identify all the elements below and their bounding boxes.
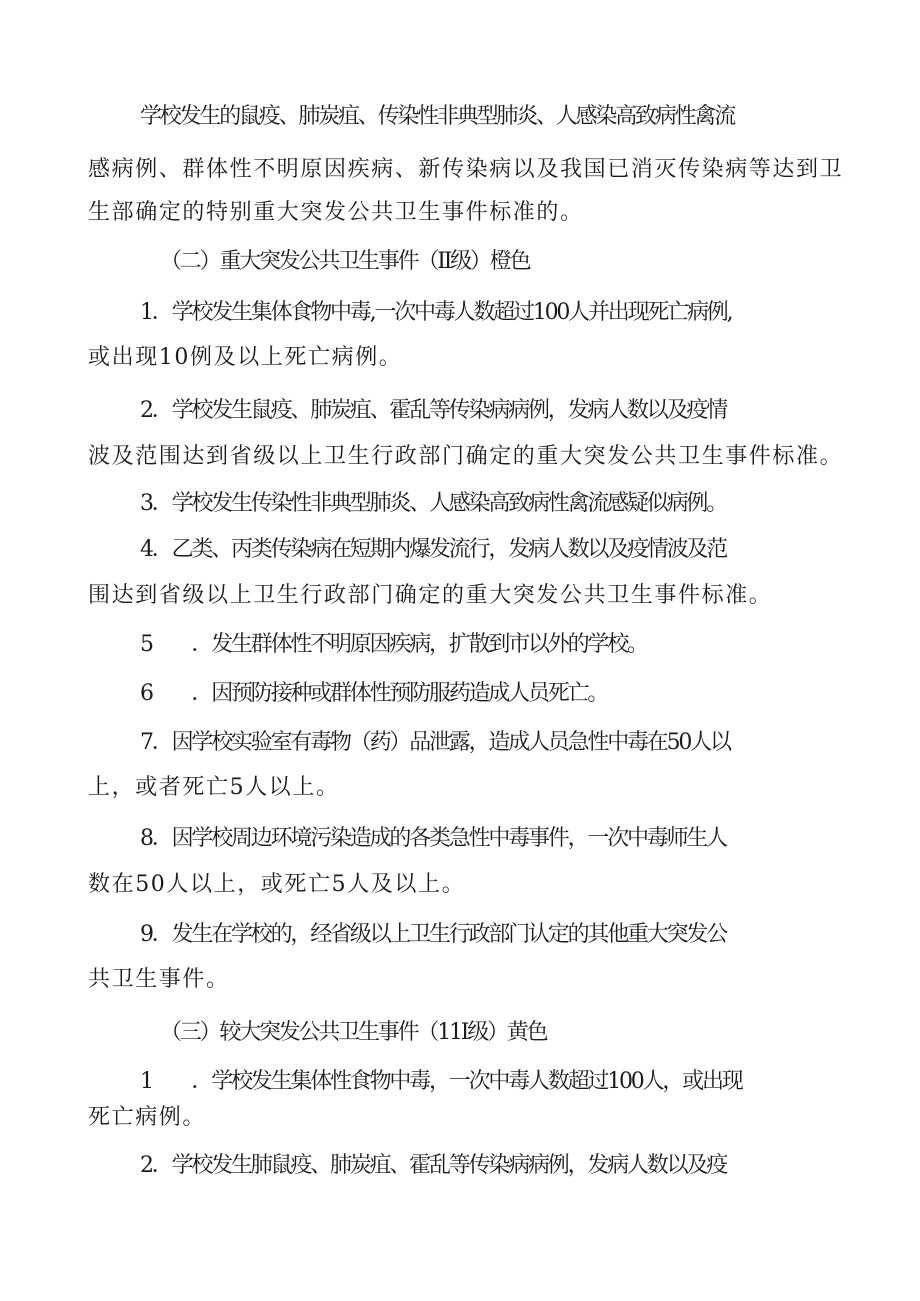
paragraph-line: 感病例、群体性不明原因疾病、新传染病以及我国已消灭传染病等达到卫: [88, 157, 844, 182]
list-item-line: 1．学校发生集体食物中毒,一次中毒人数超过100人并出现死亡病例,: [140, 300, 732, 325]
list-item-line: 1 ．学校发生集体性食物中毒，一次中毒人数超过100人，或出现: [140, 1069, 742, 1094]
paragraph-line: 学校发生的鼠疫、肺炭疽、传染性非典型肺炎、人感染高致病性禽流: [140, 104, 735, 129]
list-item-line: 波及范围达到省级以上卫生行政部门确定的重大突发公共卫生事件标准。: [88, 444, 844, 469]
list-item-line: 9．发生在学校的，经省级以上卫生行政部门认定的其他重大突发公: [140, 922, 726, 947]
list-item-line: 3．学校发生传染性非典型肺炎、人感染高致病性禽流感疑似病例。: [140, 491, 726, 516]
section-heading: （三）较大突发公共卫生事件（11I级）黄色: [160, 1020, 547, 1045]
list-item-line: 7．因学校实验室有毒物（药）品泄露，造成人员急性中毒在50人以: [140, 730, 730, 755]
list-item-line: 死亡病例。: [88, 1105, 207, 1130]
list-item-line: 6 ．因预防接种或群体性预防服药造成人员死亡。: [140, 681, 608, 706]
list-item-line: 共卫生事件。: [88, 967, 230, 992]
section-heading: （二）重大突发公共卫生事件（II级）橙色: [160, 249, 530, 274]
paragraph-line: 生部确定的特别重大突发公共卫生事件标准的。: [88, 200, 584, 225]
list-item-line: 上，或者死亡5人以上。: [88, 775, 340, 800]
list-item-line: 5 ．发生群体性不明原因疾病，扩散到市以外的学校。: [140, 632, 647, 657]
list-item-line: 2．学校发生鼠疫、肺炭疽、霍乱等传染病病例，发病人数以及疫情: [140, 398, 726, 423]
list-item-line: 4．乙类、丙类传染病在短期内爆发流行，发病人数以及疫情波及范: [140, 537, 726, 562]
list-item-line: 2．学校发生肺鼠疫、肺炭疽、霍乱等传染病病例，发病人数以及疫: [140, 1153, 726, 1178]
list-item-line: 围达到省级以上卫生行政部门确定的重大突发公共卫生事件标准。: [88, 583, 773, 608]
list-item-line: 或出现10例及以上死亡病例。: [88, 345, 403, 370]
list-item-line: 数在50人以上，或死亡5人及以上。: [88, 872, 466, 897]
list-item-line: 8．因学校周边环境污染造成的各类急性中毒事件，一次中毒师生人: [140, 826, 726, 851]
